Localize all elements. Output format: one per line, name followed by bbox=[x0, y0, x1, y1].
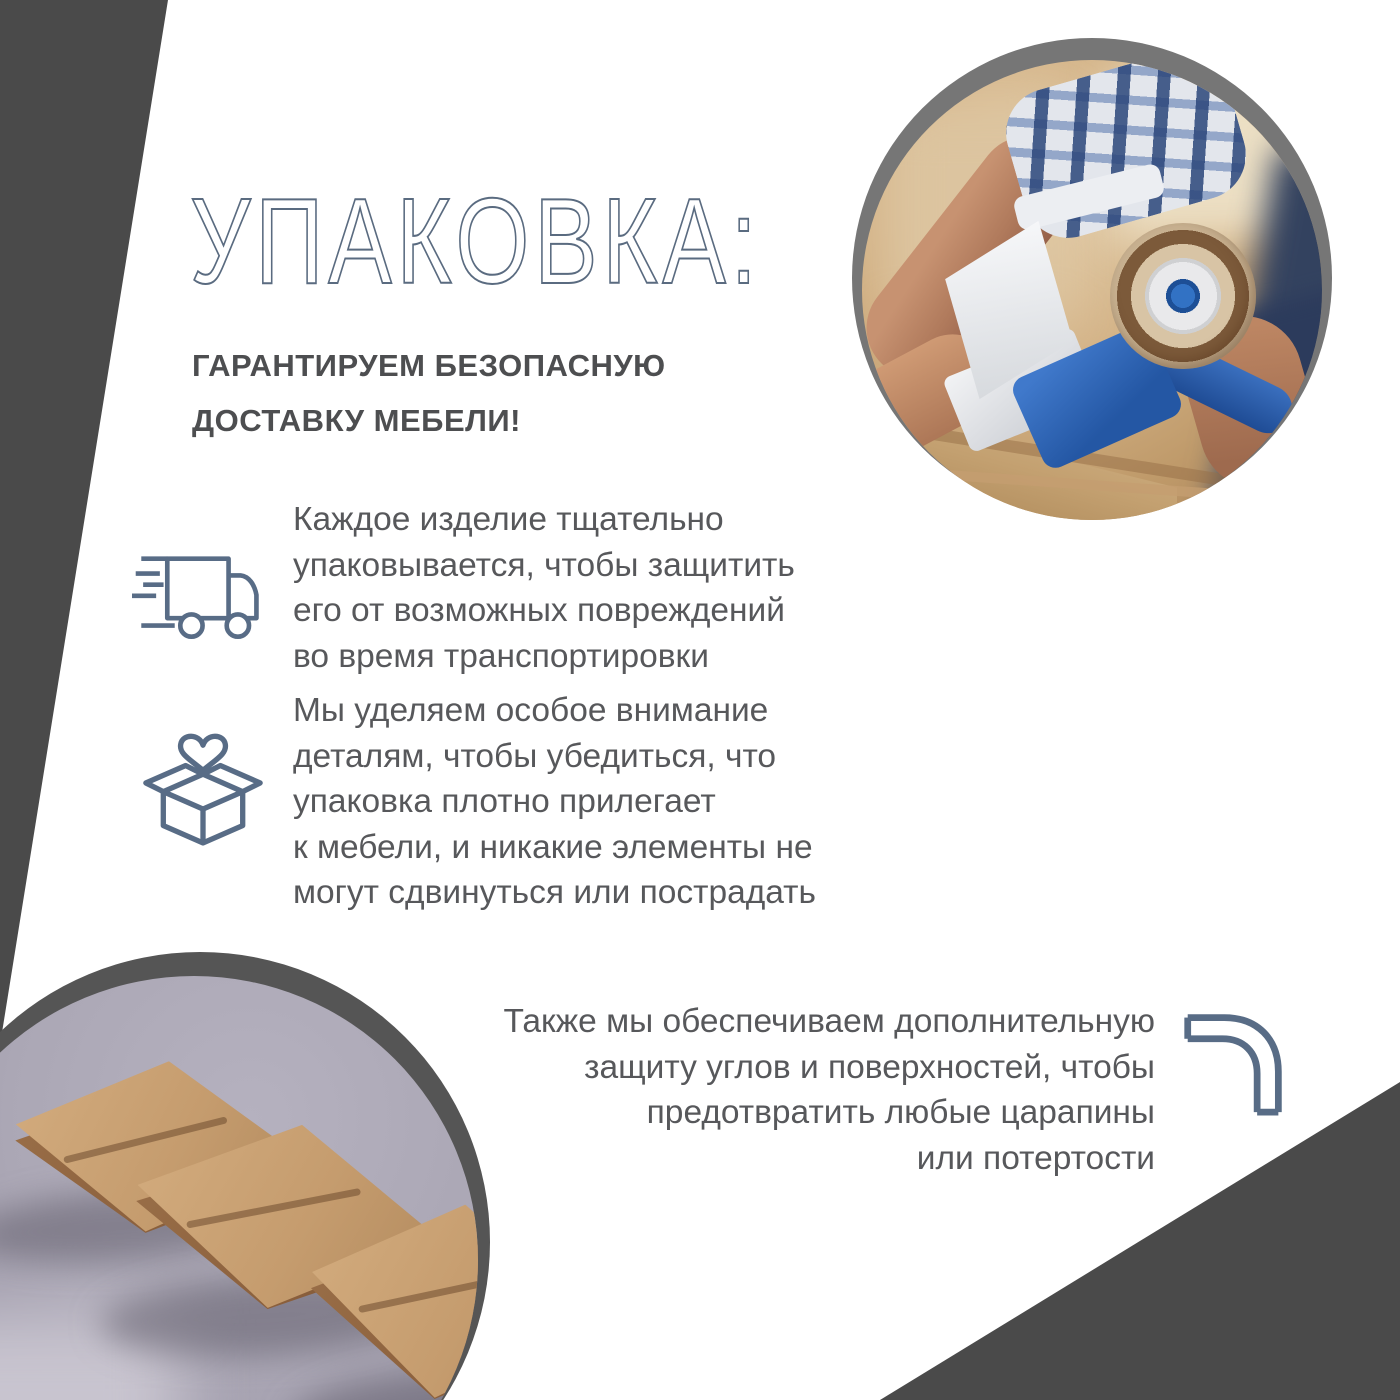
feature-packing-text bbox=[293, 497, 795, 679]
text-line: упаковывается, чтобы защитить bbox=[293, 546, 795, 584]
text-line: Каждое изделие тщательно bbox=[293, 501, 724, 538]
subtitle-line: ГАРАНТИРУЕМ БЕЗОПАСНУЮ bbox=[192, 348, 666, 383]
footer-corners-text bbox=[503, 999, 1155, 1181]
text-line: защиту углов и поверхностей, чтобы bbox=[584, 1048, 1155, 1086]
tape-roll bbox=[1110, 223, 1256, 369]
text-line: упаковка плотно прилегает bbox=[293, 783, 716, 820]
delivery-truck-icon bbox=[132, 545, 262, 643]
corner-protector-icon bbox=[1180, 1002, 1288, 1118]
text-line: могут сдвинуться или пострадать bbox=[293, 874, 816, 911]
text-line: к мебели, и никакие элементы не bbox=[293, 828, 813, 866]
text-line: деталям, чтобы убедиться, что bbox=[293, 737, 777, 775]
packing-tape-photo bbox=[862, 60, 1322, 520]
text-line: во время транспортировки bbox=[293, 637, 709, 675]
text-line: его от возможных повреждений bbox=[293, 592, 785, 629]
page-subtitle bbox=[192, 338, 666, 448]
text-line: Также мы обеспечиваем дополнительную bbox=[503, 1003, 1155, 1040]
text-line: или потертости bbox=[916, 1139, 1155, 1177]
subtitle-line: ДОСТАВКУ МЕБЕЛИ! bbox=[192, 403, 521, 438]
feature-details-text bbox=[293, 688, 816, 916]
text-line: предотвратить любые царапины bbox=[646, 1094, 1155, 1131]
cardboard-corner-protector bbox=[303, 1194, 478, 1400]
page-title: УПАКОВКА: bbox=[190, 173, 762, 309]
box-heart-icon bbox=[142, 716, 264, 846]
cardboard-corners-photo bbox=[0, 976, 478, 1400]
text-line: Мы уделяем особое внимание bbox=[293, 692, 769, 729]
